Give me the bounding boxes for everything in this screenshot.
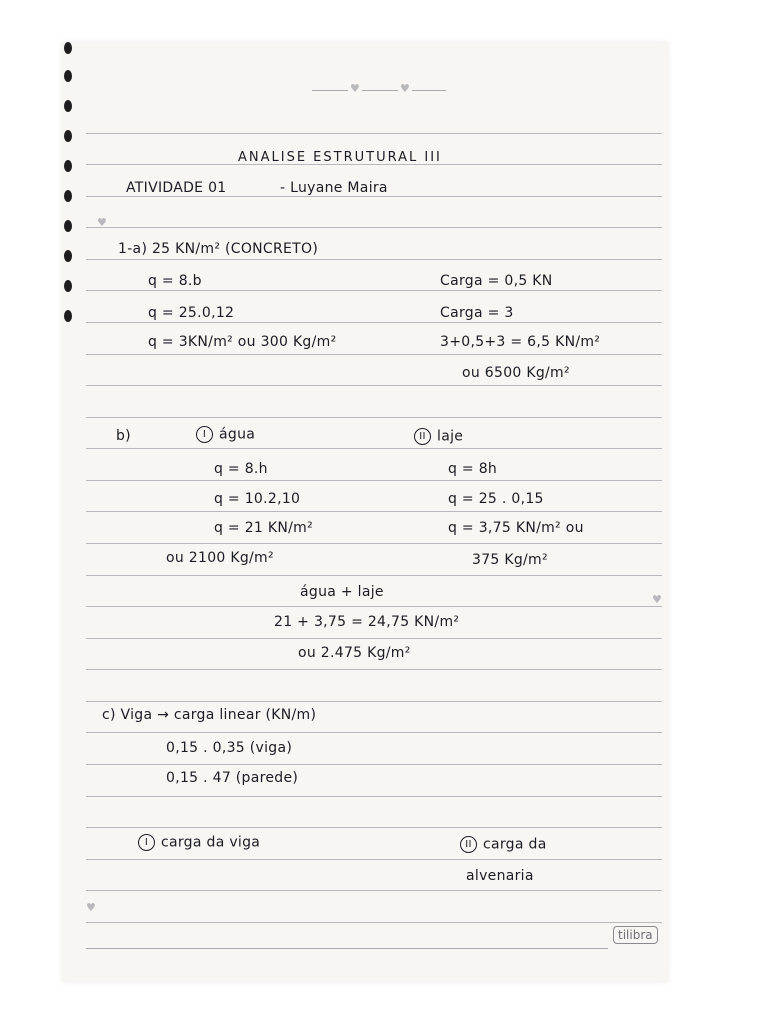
item-a-load-line: Carga = 3	[440, 305, 514, 321]
item-a-line: q = 25.0,12	[148, 305, 235, 321]
item-a-load-line: ou 6500 Kg/m²	[462, 365, 570, 381]
heart-icon: ♥	[400, 82, 410, 95]
header-ornament-line	[362, 90, 398, 91]
item-b-water-line: q = 21 KN/m²	[214, 520, 314, 536]
item-b-water-line: q = 10.2,10	[214, 491, 301, 507]
header-ornament-line	[412, 90, 446, 91]
item-b-water-title	[196, 426, 255, 443]
item-b-slab-line: q = 3,75 KN/m² ou	[448, 520, 584, 536]
item-b-label: b)	[116, 428, 131, 444]
item-a-load-line: 3+0,5+3 = 6,5 KN/m²	[440, 334, 601, 350]
item-b-sum-title: água + laje	[300, 584, 384, 600]
roman-numeral-circle: I	[138, 834, 155, 851]
item-a-heading: 1-a) 25 KN/m² (CONCRETO)	[118, 241, 319, 257]
item-a-load-line: Carga = 0,5 KN	[440, 273, 553, 289]
activity-label: ATIVIDADE 01	[126, 180, 227, 196]
heart-icon: ♥	[97, 216, 107, 229]
item-c-heading: c) Viga → carga linear (KN/m)	[102, 707, 317, 723]
item-a-line: q = 3KN/m² ou 300 Kg/m²	[148, 334, 337, 350]
item-c-line: 0,15 . 0,35 (viga)	[166, 740, 293, 756]
header-ornament-line	[312, 90, 348, 91]
masonry-title-text: carga da	[483, 836, 547, 853]
heart-icon: ♥	[86, 901, 96, 914]
roman-numeral-circle: II	[414, 428, 431, 445]
brand-logo: tilibra	[613, 926, 658, 944]
item-b-water-line: q = 8.h	[214, 461, 268, 477]
item-b-slab-line: q = 8h	[448, 461, 498, 477]
item-b-slab-title	[414, 428, 463, 445]
item-a-line: q = 8.b	[148, 273, 202, 289]
item-c-beam-title	[138, 834, 260, 851]
beam-title-text: carga da viga	[161, 834, 261, 851]
item-c-masonry-title-cont: alvenaria	[466, 868, 534, 884]
heart-icon: ♥	[350, 82, 360, 95]
spiral-binding	[64, 40, 74, 980]
roman-numeral-circle: I	[196, 426, 213, 443]
roman-numeral-circle: II	[460, 836, 477, 853]
item-b-slab-alt: 375 Kg/m²	[472, 552, 548, 568]
student-name: - Luyane Maira	[280, 180, 388, 196]
water-title-text: água	[219, 426, 256, 443]
slab-title-text: laje	[437, 428, 464, 445]
item-c-line: 0,15 . 47 (parede)	[166, 770, 299, 786]
item-c-masonry-title	[460, 836, 547, 853]
bottom-line	[86, 948, 608, 949]
item-b-water-alt: ou 2100 Kg/m²	[166, 550, 274, 566]
heart-icon: ♥	[652, 593, 662, 606]
item-b-slab-line: q = 25 . 0,15	[448, 491, 544, 507]
item-b-sum-alt: ou 2.475 Kg/m²	[298, 645, 411, 661]
item-b-sum-line: 21 + 3,75 = 24,75 KN/m²	[274, 614, 460, 630]
page-title: ANALISE ESTRUTURAL III	[238, 150, 442, 165]
